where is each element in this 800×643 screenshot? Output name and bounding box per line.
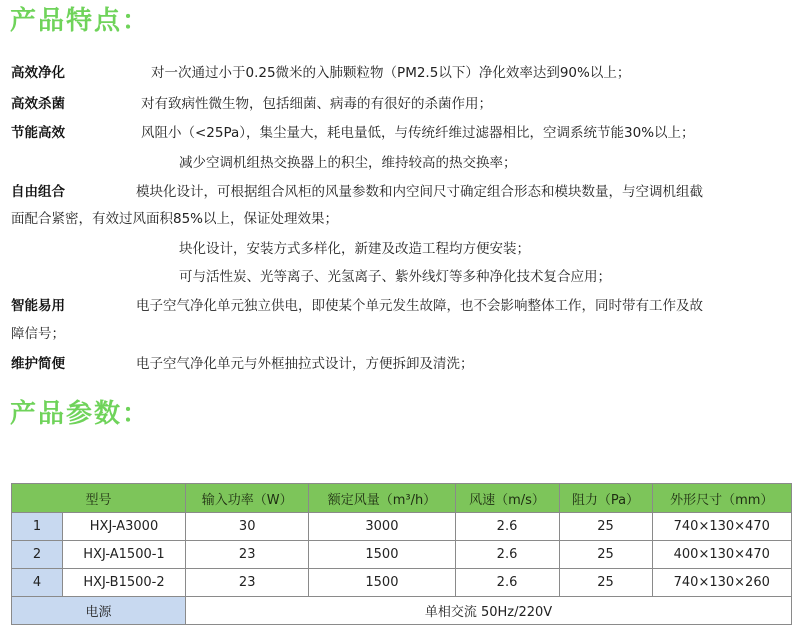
row-speed: 2.6 xyxy=(455,541,559,569)
row-model: HXJ-B1500-2 xyxy=(63,569,186,597)
feature-text: 电子空气净化单元独立供电，即使某个单元发生故障，也不会影响整体工作，同时带有工作及故 xyxy=(136,298,703,314)
row-resistance: 25 xyxy=(559,569,652,597)
feature-label: 高效杀菌 xyxy=(11,96,65,112)
row-model: HXJ-A1500-1 xyxy=(63,541,186,569)
power-label: 电源 xyxy=(12,597,186,625)
row-power: 23 xyxy=(186,541,309,569)
row-speed: 2.6 xyxy=(455,513,559,541)
header-cell: 风速（m/s） xyxy=(455,484,559,513)
row-resistance: 25 xyxy=(559,513,652,541)
table-row xyxy=(12,569,792,597)
table-row xyxy=(12,541,792,569)
row-flow: 1500 xyxy=(309,541,455,569)
feature-text: 风阻小（<25Pa），集尘量大，耗电量低，与传统纤维过滤器相比，空调系统节能30%以上； xyxy=(141,125,695,141)
feature-smart-easy xyxy=(11,297,703,315)
row-flow: 3000 xyxy=(309,513,455,541)
feature-label: 自由组合 xyxy=(11,184,65,200)
table-header-row xyxy=(12,484,792,513)
header-cell: 型号 xyxy=(12,484,186,513)
row-flow: 1500 xyxy=(309,569,455,597)
feature-text: 模块化设计，可根据组合风柜的风量参数和内空间尺寸确定组合形态和模块数量，与空调机组截 xyxy=(136,184,703,200)
feature-label: 节能高效 xyxy=(11,125,65,141)
row-size: 400×130×470 xyxy=(652,541,791,569)
row-index: 4 xyxy=(12,569,63,597)
features-title: 产品特点： xyxy=(10,6,151,36)
feature-wrap-line: 面配合紧密，有效过风面积85%以上，保证处理效果； xyxy=(11,211,339,227)
table-row xyxy=(12,513,792,541)
feature-wrap-line: 障信号； xyxy=(11,326,65,342)
feature-label: 智能易用 xyxy=(11,298,65,314)
feature-continuation: 块化设计，安装方式多样化，新建及改造工程均方便安装； xyxy=(179,241,530,257)
row-resistance: 25 xyxy=(559,541,652,569)
spec-table xyxy=(11,483,792,625)
header-cell: 输入功率（W） xyxy=(186,484,309,513)
row-index: 2 xyxy=(12,541,63,569)
power-row xyxy=(12,597,792,625)
feature-text: 电子空气净化单元与外框抽拉式设计，方便拆卸及清洗； xyxy=(136,356,474,372)
feature-sterilization xyxy=(11,95,492,113)
power-value: 单相交流 50Hz/220V xyxy=(186,597,792,625)
header-cell: 外形尺寸（mm） xyxy=(652,484,791,513)
row-index: 1 xyxy=(12,513,63,541)
row-power: 30 xyxy=(186,513,309,541)
row-power: 23 xyxy=(186,569,309,597)
row-model: HXJ-A3000 xyxy=(63,513,186,541)
feature-text: 对一次通过小于0.25微米的入肺颗粒物（PM2.5以下）净化效率达到90%以上； xyxy=(151,65,631,81)
feature-label: 维护简便 xyxy=(11,356,65,372)
params-title: 产品参数： xyxy=(10,399,151,429)
feature-continuation: 可与活性炭、光等离子、光氢离子、紫外线灯等多种净化技术复合应用； xyxy=(179,269,611,285)
feature-continuation: 减少空调机组热交换器上的积尘，维持较高的热交换率； xyxy=(179,155,517,171)
feature-efficient-purification xyxy=(11,64,630,82)
row-size: 740×130×470 xyxy=(652,513,791,541)
feature-free-combination xyxy=(11,183,703,201)
feature-easy-maintenance xyxy=(11,355,474,373)
feature-label: 高效净化 xyxy=(11,65,65,81)
header-cell: 额定风量（m³/h） xyxy=(309,484,455,513)
feature-energy-saving xyxy=(11,124,695,142)
row-speed: 2.6 xyxy=(455,569,559,597)
feature-text: 对有致病性微生物，包括细菌、病毒的有很好的杀菌作用； xyxy=(141,96,492,112)
row-size: 740×130×260 xyxy=(652,569,791,597)
header-cell: 阻力（Pa） xyxy=(559,484,652,513)
